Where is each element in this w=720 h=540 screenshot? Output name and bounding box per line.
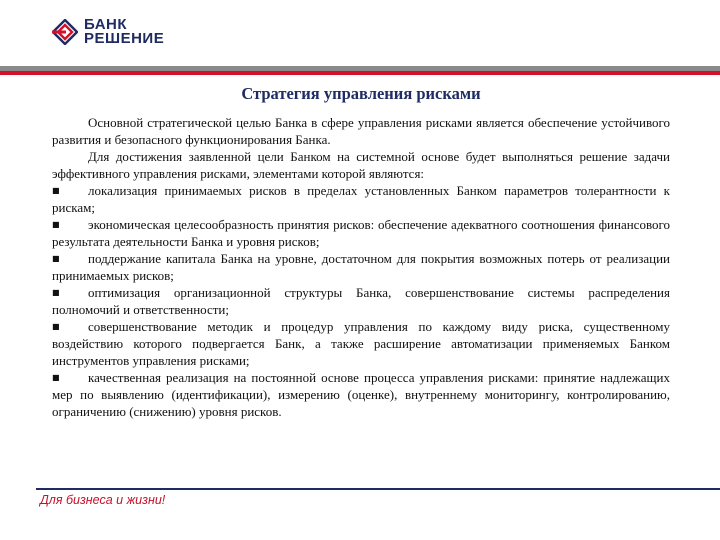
paragraph: Основной стратегической целью Банка в сфере управления рисками является обеспечение устойчивого развития и безопасного функционирования Банка. (52, 115, 670, 147)
logo-line-2: РЕШЕНИЕ (84, 30, 165, 47)
bullet-text: локализация принимаемых рисков в пределах установленных Банком параметров толерантности к рискам; (52, 183, 670, 215)
bullet-text: совершенствование методик и процедур управления по каждому виду риска, существенному воздействию которого подвергается Банк, а также расширение автоматизации применяемых Банком инструментов управления рисками; (52, 319, 670, 368)
bank-logo (52, 18, 164, 46)
bullet-marker-icon: ■ (52, 254, 60, 263)
bullet-item (52, 250, 670, 284)
page-title: Стратегия управления рисками (241, 84, 481, 103)
logo-mark-icon (52, 19, 78, 45)
bullet-item (52, 284, 670, 318)
footer-slogan: Для бизнеса и жизни! (40, 493, 166, 507)
bullet-text: поддержание капитала Банка на уровне, достаточном для покрытия возможных потерь от реализации принимаемых рисков; (52, 251, 670, 283)
logo-wordmark (84, 18, 164, 46)
bullet-item (52, 182, 670, 216)
header-stripe-red (0, 71, 720, 75)
bullet-marker-icon: ■ (52, 373, 60, 382)
bullet-text: экономическая целесообразность принятия рисков: обеспечение адекватного соотношения финансового результата деятельности Банка и уровня рисков; (52, 217, 670, 249)
bullet-text: оптимизация организационной структуры Банка, совершенствование системы распределения полномочий и ответственности; (52, 285, 670, 317)
bullet-marker-icon: ■ (52, 288, 60, 297)
bullet-item (52, 216, 670, 250)
bullet-item (52, 318, 670, 369)
paragraph: Для достижения заявленной цели Банком на системной основе будет выполняться решение задачи эффективного управления рисками, элементами которой являются: (52, 149, 670, 181)
bullet-marker-icon: ■ (52, 322, 60, 331)
bullet-item (52, 369, 670, 420)
document-body (52, 84, 670, 420)
bullet-marker-icon: ■ (52, 220, 60, 229)
bullet-text: качественная реализация на постоянной основе процесса управления рисками: принятие надлежащих мер по выявлению (идентификации), измерению (оценке), внутреннему мониторингу, контролированию, ограничению (снижению) уровня рисков. (52, 370, 670, 419)
bullet-marker-icon: ■ (52, 186, 60, 195)
logo-line-1: БАНК (84, 16, 128, 33)
footer-divider (36, 488, 720, 490)
